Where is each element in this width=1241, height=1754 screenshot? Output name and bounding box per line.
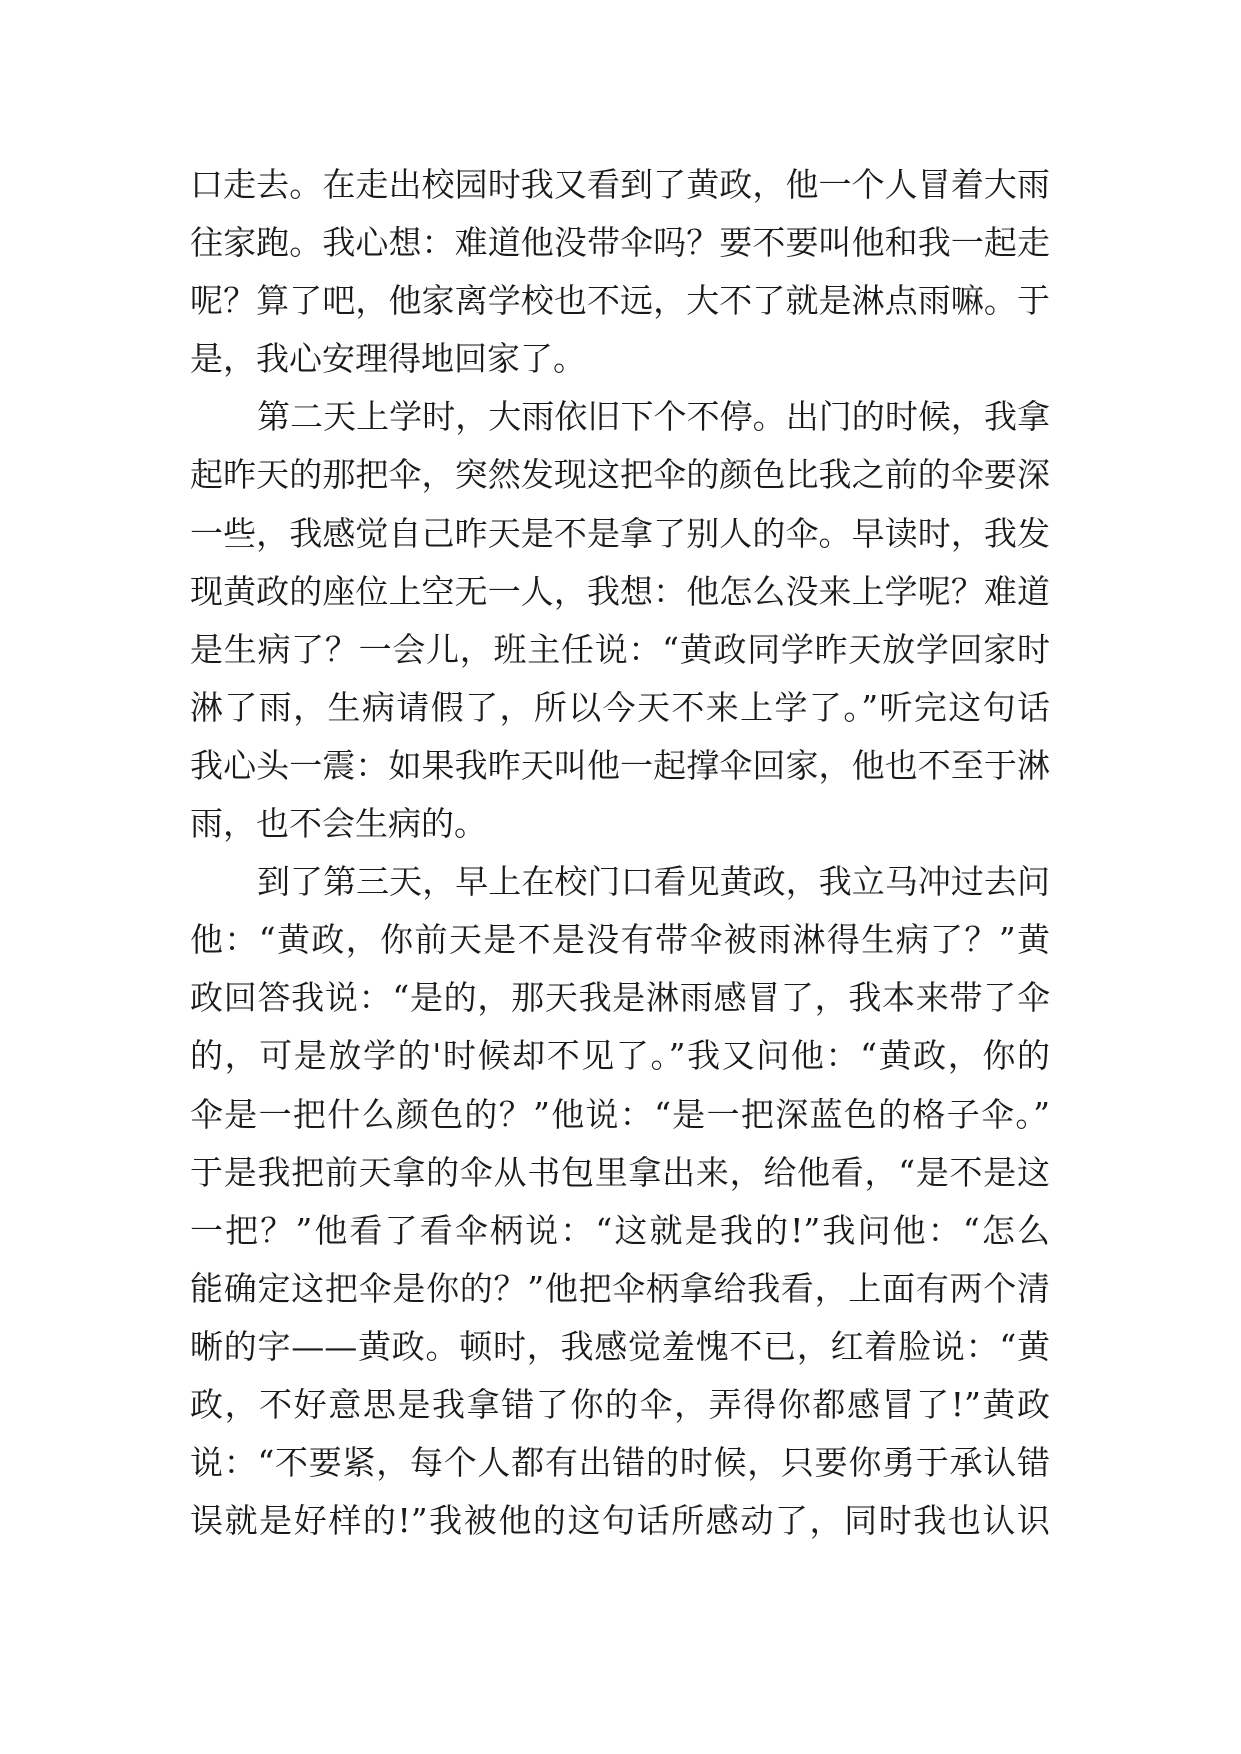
text-line: 晰的字——黄政。顿时，我感觉羞愧不已，红着脸说：“黄 — [190, 1326, 1050, 1366]
paragraph-start-line: 第二天上学时，大雨依旧下个不停。出门的时候，我拿 — [257, 397, 1050, 437]
text-line: 是生病了？一会儿，班主任说：“黄政同学昨天放学回家时 — [190, 629, 1050, 669]
text-line: 的，可是放学的'时候却不见了。”我又问他：“黄政，你的 — [190, 1036, 1050, 1076]
paragraph-start-line: 到了第三天，早上在校门口看见黄政，我立马冲过去问 — [257, 862, 1050, 902]
text-line: 一些，我感觉自己昨天是不是拿了别人的伞。早读时，我发 — [190, 513, 1050, 553]
text-line: 一把？”他看了看伞柄说：“这就是我的!”我问他：“怎么 — [190, 1210, 1050, 1250]
essay-text — [190, 156, 1050, 1550]
text-line: 我心头一震：如果我昨天叫他一起撑伞回家，他也不至于淋 — [190, 745, 1050, 785]
text-line: 往家跑。我心想：难道他没带伞吗？要不要叫他和我一起走 — [190, 223, 1050, 263]
text-line: 他：“黄政，你前天是不是没有带伞被雨淋得生病了？”黄 — [190, 920, 1050, 960]
text-line: 呢？算了吧，他家离学校也不远，大不了就是淋点雨嘛。于 — [190, 281, 1050, 321]
text-line: 政回答我说：“是的，那天我是淋雨感冒了，我本来带了伞 — [190, 978, 1050, 1018]
text-line: 误就是好样的!”我被他的这句话所感动了，同时我也认识 — [190, 1501, 1050, 1541]
text-line: 说：“不要紧，每个人都有出错的时候，只要你勇于承认错 — [190, 1443, 1050, 1483]
text-line: 淋了雨，生病请假了，所以今天不来上学了。”听完这句话 — [190, 687, 1050, 727]
text-line: 于是我把前天拿的伞从书包里拿出来，给他看，“是不是这 — [190, 1152, 1050, 1192]
text-line: 口走去。在走出校园时我又看到了黄政，他一个人冒着大雨 — [190, 165, 1050, 204]
text-line: 现黄政的座位上空无一人，我想：他怎么没来上学呢？难道 — [190, 571, 1050, 611]
text-line: 政，不好意思是我拿错了你的伞，弄得你都感冒了!”黄政 — [190, 1384, 1050, 1424]
text-line: 是，我心安理得地回家了。 — [190, 339, 586, 379]
text-line: 起昨天的那把伞，突然发现这把伞的颜色比我之前的伞要深 — [190, 455, 1050, 495]
text-line: 伞是一把什么颜色的？”他说：“是一把深蓝色的格子伞。” — [190, 1094, 1050, 1134]
text-line: 雨，也不会生病的。 — [190, 804, 487, 844]
text-line: 能确定这把伞是你的？”他把伞柄拿给我看，上面有两个清 — [190, 1268, 1050, 1308]
